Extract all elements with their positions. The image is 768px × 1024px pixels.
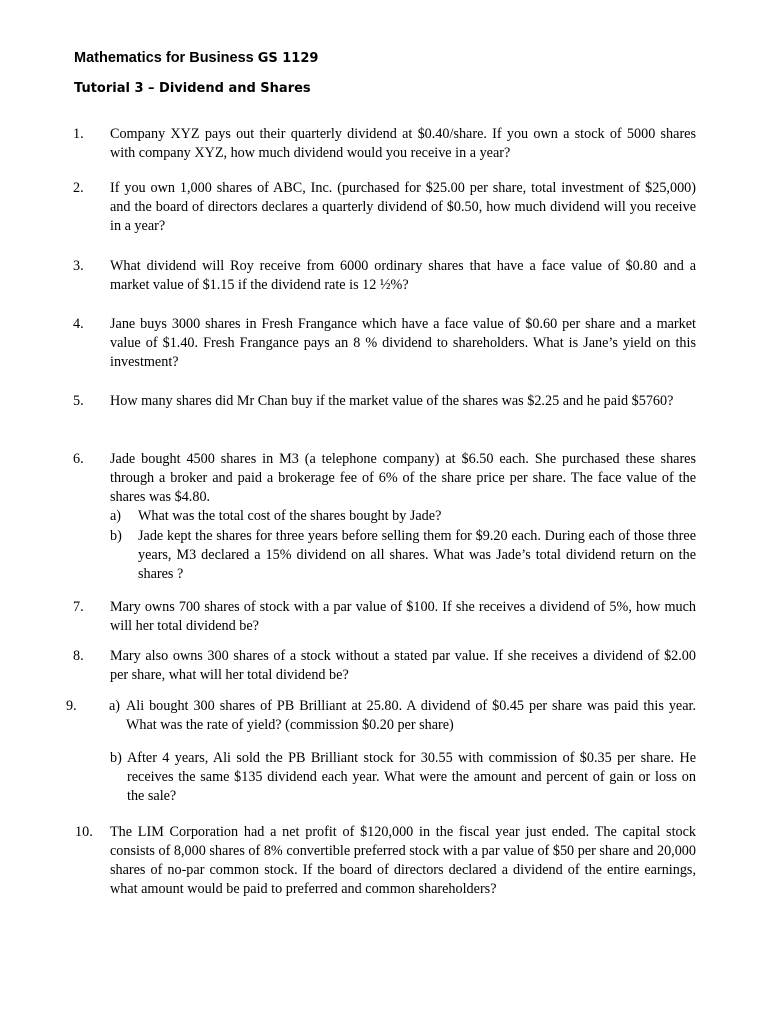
question-text: If you own 1,000 shares of ABC, Inc. (purchased for $25.00 per share, total investment of $25,000) and the board of directors declares a quarterly dividend of $0.50, how much dividend will you receive in a year? [110, 180, 696, 234]
question-9-part-b [110, 749, 696, 809]
course-title-text: Mathematics for Business [74, 50, 254, 66]
question-number: 3. [73, 258, 84, 274]
part-label: b) [110, 750, 122, 766]
question-6-part-b [110, 527, 696, 587]
question-text: Company XYZ pays out their quarterly dividend at $0.40/share. If you own a stock of 5000 shares with company XYZ, how much dividend would you receive in a year? [110, 126, 696, 161]
question-number: 6. [73, 451, 84, 467]
tutorial-title: Tutorial 3 – Dividend and Shares [74, 81, 311, 96]
question-text: What dividend will Roy receive from 6000 ordinary shares that have a face value of $0.80 and a market value of $1.15 if the dividend rate is 12 ½%? [110, 258, 696, 293]
question-number: 7. [73, 599, 84, 615]
question-text: How many shares did Mr Chan buy if the market value of the shares was $2.25 and he paid $5760? [110, 393, 674, 409]
part-text: Ali bought 300 shares of PB Brilliant at 25.80. A dividend of $0.45 per share was paid this year. What was the rate of yield? (commission $0.20 per share) [126, 698, 696, 733]
question-number: 9. [66, 698, 77, 714]
question-number: 5. [73, 393, 84, 409]
question-6-part-a [110, 507, 696, 527]
part-text: What was the total cost of the shares bought by Jade? [138, 508, 442, 524]
question-number: 1. [73, 126, 84, 142]
question-number: 2. [73, 180, 84, 196]
question-number: 8. [73, 648, 84, 664]
question-text: Mary owns 700 shares of stock with a par value of $100. If she receives a dividend of 5%, how much will her total dividend be? [110, 599, 696, 634]
part-text: After 4 years, Ali sold the PB Brilliant stock for 30.55 with commission of $0.35 per share. He receives the same $135 dividend each year. What were the amount and percent of gain or loss on the sale? [127, 750, 696, 804]
part-label: a) [109, 698, 121, 714]
part-label: b) [110, 528, 122, 544]
course-code: GS 1129 [257, 51, 319, 66]
question-text: Jane buys 3000 shares in Fresh Frangance which have a face value of $0.60 per share and a market value of $1.40. Fresh Frangance pays an 8 % dividend to shareholders. What is Jane’s yield on this investment? [110, 316, 696, 370]
course-title [74, 50, 318, 66]
question-text: The LIM Corporation had a net profit of $120,000 in the fiscal year just ended. The capital stock consists of 8,000 shares of 8% convertible preferred stock with a par value of $50 per share and 20,000 shares of no-par common stock. If the board of directors declared a dividend of the entire earnings, what amount would be paid to preferred and common shareholders? [110, 824, 696, 897]
question-number: 10. [75, 824, 93, 840]
part-text: Jade kept the shares for three years before selling them for $9.20 each. During each of those three years, M3 declared a 15% dividend on all shares. What was Jade’s total dividend return on the shares ? [138, 528, 696, 582]
question-text: Jade bought 4500 shares in M3 (a telephone company) at $6.50 each. She purchased these shares through a broker and paid a brokerage fee of 6% of the share price per share. The face value of the shares was $4.80. [110, 451, 696, 505]
question-9-part-a [109, 697, 696, 737]
question-number: 4. [73, 316, 84, 332]
part-label: a) [110, 508, 122, 524]
question-text: Mary also owns 300 shares of a stock without a stated par value. If she receives a dividend of $2.00 per share, what will her total dividend be? [110, 648, 696, 683]
